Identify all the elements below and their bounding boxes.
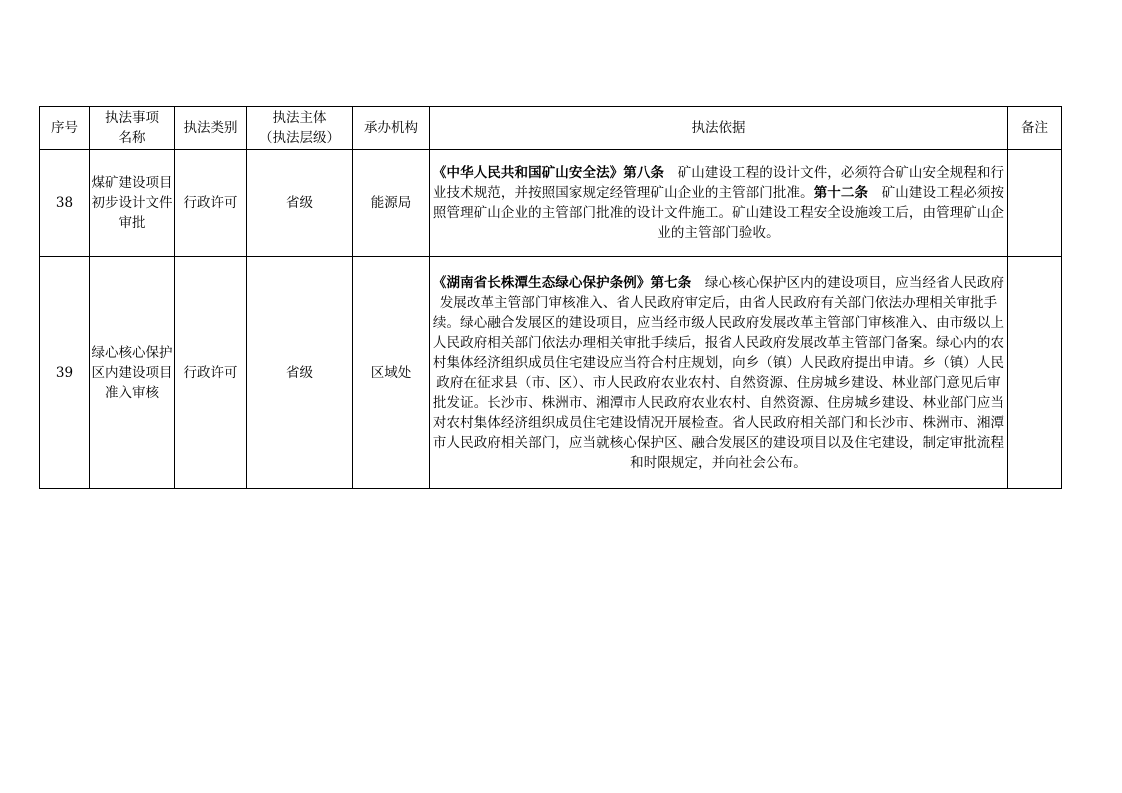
basis-law-title: 《湖南省长株潭生态绿心保护条例》第七条 bbox=[432, 274, 692, 291]
table-row bbox=[40, 150, 1062, 257]
row-agency: 能源局 bbox=[353, 150, 430, 257]
header-item-name-line1: 执法事项 bbox=[105, 110, 159, 126]
table-row bbox=[40, 257, 1062, 489]
basis-text: 绿心核心保护区内的建设项目，应当经省人民政府发展改革主管部门审核准入、省人民政府审定后，由省人民政府有关部门依法办理相关审批手续。绿心融合发展区的建设项目，应当经市级人民政府发展改革主管部门审核准入、由市级以上人民政府相关部门依法办理相关审批手续后，报省人民政府发展改革主管部门备案。绿心内的农村集体经济组织成员住宅建设应当符合村庄规划，向乡（镇）人民政府提出申请。乡（镇）人民政府在征求县（市、区）、市人民政府农业农村、自然资源、住房城乡建设、林业部门意见后审批发证。长沙市、株洲市、湘潭市人民政府农业农村、自然资源、住房城乡建设、林业部门应当对农村集体经济组织成员住宅建设情况开展检查。省人民政府相关部门和长沙市、株洲市、湘潭市人民政府相关部门，应当就核心保护区、融合发展区的建设项目以及住宅建设，制定审批流程和时限规定，并向社会公布。 bbox=[432, 274, 1005, 471]
row-category: 行政许可 bbox=[175, 150, 247, 257]
table-header-row bbox=[40, 107, 1062, 150]
row-item-name: 绿心核心保护区内建设项目准入审核 bbox=[90, 257, 175, 489]
row-basis bbox=[430, 150, 1008, 257]
header-category: 执法类别 bbox=[175, 107, 247, 150]
header-basis: 执法依据 bbox=[430, 107, 1008, 150]
row-remarks bbox=[1008, 257, 1062, 489]
row-remarks bbox=[1008, 150, 1062, 257]
basis-text: 矿山建设工程的设计文件，必须符合矿山安全规程和行业技术规范，并按照国家规定经管理矿山企业的主管部门批准。 bbox=[432, 165, 1005, 201]
header-subject-line1: 执法主体 bbox=[272, 110, 327, 126]
row-level: 省级 bbox=[247, 257, 353, 489]
basis-article: 第十二条 bbox=[813, 185, 869, 201]
row-item-name: 煤矿建设项目初步设计文件审批 bbox=[90, 150, 175, 257]
row-category: 行政许可 bbox=[175, 257, 247, 489]
header-remarks: 备注 bbox=[1008, 107, 1062, 150]
header-item-name-line2: 名称 bbox=[118, 130, 146, 146]
row-seq: 38 bbox=[40, 150, 90, 257]
header-seq: 序号 bbox=[40, 107, 90, 150]
row-basis bbox=[430, 257, 1008, 489]
header-item-name bbox=[90, 107, 175, 150]
enforcement-table bbox=[39, 106, 1062, 489]
basis-text: 矿山建设工程必须按照管理矿山企业的主管部门批准的设计文件施工。矿山建设工程安全设施竣工后，由管理矿山企业的主管部门验收。 bbox=[432, 185, 1005, 241]
row-agency: 区域处 bbox=[353, 257, 430, 489]
header-subject-line2: （执法层级） bbox=[259, 130, 340, 146]
row-level: 省级 bbox=[247, 150, 353, 257]
row-seq: 39 bbox=[40, 257, 90, 489]
header-agency: 承办机构 bbox=[353, 107, 430, 150]
basis-law-title: 《中华人民共和国矿山安全法》第八条 bbox=[432, 165, 665, 181]
header-subject bbox=[247, 107, 353, 150]
